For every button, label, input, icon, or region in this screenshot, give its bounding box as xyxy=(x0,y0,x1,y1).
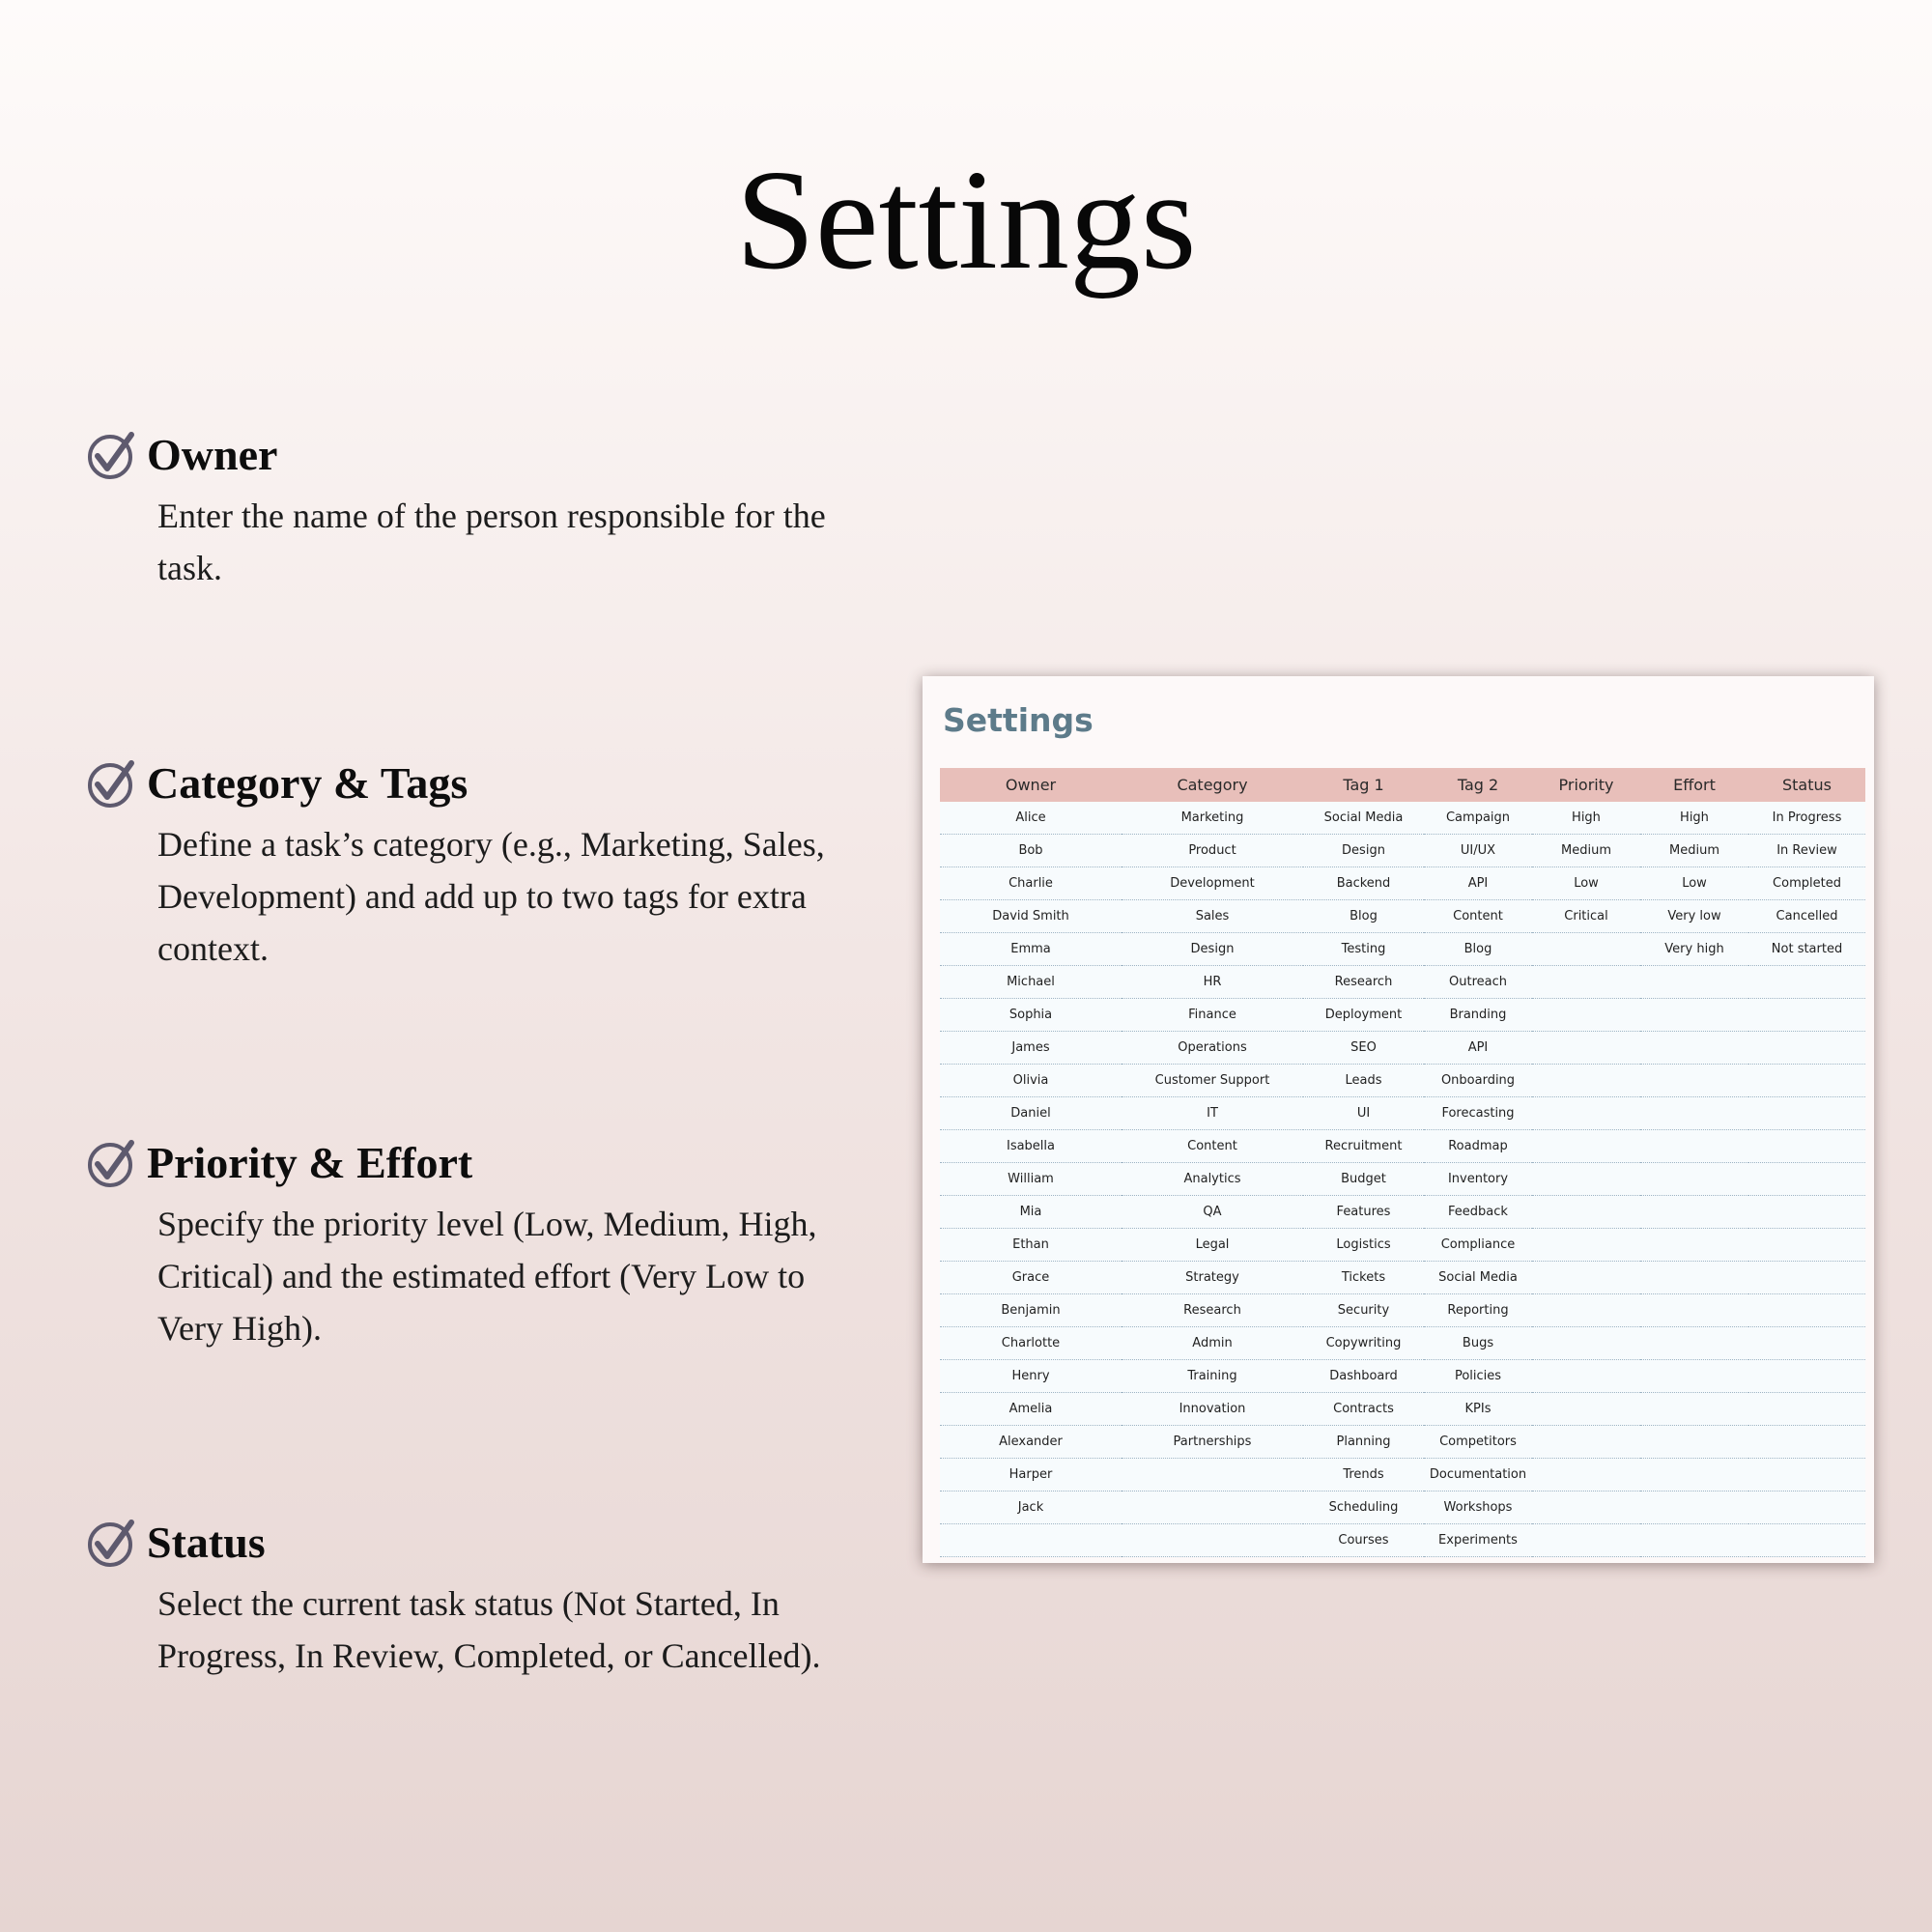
table-row xyxy=(940,1229,1865,1262)
table-cell: Legal xyxy=(1122,1229,1303,1262)
table-cell: In Progress xyxy=(1748,802,1865,835)
table-cell: Ethan xyxy=(940,1229,1122,1262)
table-cell xyxy=(1748,1524,1865,1557)
table-cell: Contracts xyxy=(1303,1393,1424,1426)
table-cell xyxy=(1640,1327,1748,1360)
table-cell: Jack xyxy=(940,1492,1122,1524)
table-cell: Courses xyxy=(1303,1524,1424,1557)
table-cell: Cancelled xyxy=(1748,900,1865,933)
table-cell: Product xyxy=(1122,835,1303,867)
table-row xyxy=(940,1524,1865,1557)
table-cell xyxy=(1532,1196,1640,1229)
column-header-status: Status xyxy=(1748,768,1865,802)
table-row xyxy=(940,1327,1865,1360)
table-cell: Olivia xyxy=(940,1065,1122,1097)
table-cell: Social Media xyxy=(1424,1262,1532,1294)
table-cell: Alexander xyxy=(940,1426,1122,1459)
table-cell xyxy=(1640,1065,1748,1097)
table-cell xyxy=(1748,1130,1865,1163)
table-cell: Policies xyxy=(1424,1360,1532,1393)
table-cell: Finance xyxy=(1122,999,1303,1032)
table-cell: William xyxy=(940,1163,1122,1196)
table-cell xyxy=(1532,1065,1640,1097)
section-category-tags-description: Define a task’s category (e.g., Marketing, Sales, Development) and add up to two tags for extra context. xyxy=(157,825,825,968)
section-priority-effort-header xyxy=(87,1134,860,1192)
table-cell xyxy=(1748,1294,1865,1327)
table-cell: Experiments xyxy=(1424,1524,1532,1557)
table-cell xyxy=(1640,1393,1748,1426)
table-cell: Innovation xyxy=(1122,1393,1303,1426)
section-status xyxy=(87,1514,860,1682)
table-cell: Sales xyxy=(1122,900,1303,933)
table-cell: Budget xyxy=(1303,1163,1424,1196)
table-cell xyxy=(1532,1360,1640,1393)
table-cell: UI/UX xyxy=(1424,835,1532,867)
table-cell xyxy=(1748,1032,1865,1065)
table-cell: Competitors xyxy=(1424,1426,1532,1459)
table-header-row xyxy=(940,768,1865,802)
section-owner-header xyxy=(87,426,860,484)
table-cell xyxy=(1748,1262,1865,1294)
table-cell: Reporting xyxy=(1424,1294,1532,1327)
table-cell xyxy=(1532,933,1640,966)
table-cell: Research xyxy=(1303,966,1424,999)
table-cell: Analytics xyxy=(1122,1163,1303,1196)
column-header-effort: Effort xyxy=(1640,768,1748,802)
table-cell: Outreach xyxy=(1424,966,1532,999)
table-cell: Campaign xyxy=(1424,802,1532,835)
table-cell xyxy=(1532,1163,1640,1196)
table-cell xyxy=(1532,1097,1640,1130)
table-cell xyxy=(1122,1459,1303,1492)
table-cell: Henry xyxy=(940,1360,1122,1393)
table-cell xyxy=(1640,1097,1748,1130)
table-cell: Customer Support xyxy=(1122,1065,1303,1097)
table-cell xyxy=(1532,1459,1640,1492)
table-cell: Emma xyxy=(940,933,1122,966)
table-row xyxy=(940,1097,1865,1130)
section-priority-effort-description: Specify the priority level (Low, Medium, High, Critical) and the estimated effort (Very Low to Very High). xyxy=(157,1205,817,1348)
table-cell: Grace xyxy=(940,1262,1122,1294)
column-header-priority: Priority xyxy=(1532,768,1640,802)
table-cell xyxy=(1640,1294,1748,1327)
table-row xyxy=(940,966,1865,999)
table-cell xyxy=(1748,1393,1865,1426)
table-cell: Security xyxy=(1303,1294,1424,1327)
table-cell xyxy=(1532,999,1640,1032)
table-cell: API xyxy=(1424,867,1532,900)
table-row xyxy=(940,1360,1865,1393)
table-cell xyxy=(1532,1492,1640,1524)
table-cell: Partnerships xyxy=(1122,1426,1303,1459)
table-cell: SEO xyxy=(1303,1032,1424,1065)
table-cell: API xyxy=(1424,1032,1532,1065)
table-cell xyxy=(1640,1163,1748,1196)
table-cell: Features xyxy=(1303,1196,1424,1229)
table-cell: Deployment xyxy=(1303,999,1424,1032)
table-cell: Copywriting xyxy=(1303,1327,1424,1360)
table-cell: Marketing xyxy=(1122,802,1303,835)
table-cell: High xyxy=(1640,802,1748,835)
table-cell: QA xyxy=(1122,1196,1303,1229)
table-cell: Compliance xyxy=(1424,1229,1532,1262)
table-row xyxy=(940,1032,1865,1065)
table-cell: Bugs xyxy=(1424,1327,1532,1360)
section-status-description: Select the current task status (Not Started, In Progress, In Review, Completed, or Cancelled). xyxy=(157,1584,821,1675)
table-cell xyxy=(1748,1360,1865,1393)
table-cell: Mia xyxy=(940,1196,1122,1229)
table-cell: Social Media xyxy=(1303,802,1424,835)
table-cell: Low xyxy=(1532,867,1640,900)
column-header-owner: Owner xyxy=(940,768,1122,802)
table-cell: Blog xyxy=(1303,900,1424,933)
column-header-tag-2: Tag 2 xyxy=(1424,768,1532,802)
table-cell xyxy=(1640,1130,1748,1163)
table-cell xyxy=(1532,966,1640,999)
table-cell xyxy=(1640,1360,1748,1393)
table-cell: Roadmap xyxy=(1424,1130,1532,1163)
table-cell: UI xyxy=(1303,1097,1424,1130)
table-cell: Leads xyxy=(1303,1065,1424,1097)
table-cell: In Review xyxy=(1748,835,1865,867)
table-row xyxy=(940,1492,1865,1524)
table-cell xyxy=(1748,1426,1865,1459)
table-row xyxy=(940,1163,1865,1196)
settings-sheet-preview xyxy=(923,676,1874,1563)
table-cell xyxy=(1748,999,1865,1032)
table-cell: Harper xyxy=(940,1459,1122,1492)
table-cell xyxy=(1532,1262,1640,1294)
sheet-title: Settings xyxy=(943,701,1094,739)
table-cell xyxy=(1532,1130,1640,1163)
table-cell xyxy=(1532,1229,1640,1262)
section-owner xyxy=(87,426,860,594)
table-cell xyxy=(1748,1196,1865,1229)
table-cell xyxy=(1748,1065,1865,1097)
table-cell: Testing xyxy=(1303,933,1424,966)
section-status-title: Status xyxy=(147,1518,266,1567)
table-cell xyxy=(1640,1524,1748,1557)
table-row xyxy=(940,1426,1865,1459)
checkmark-circle-icon xyxy=(87,758,137,809)
table-cell: Sophia xyxy=(940,999,1122,1032)
table-cell: Feedback xyxy=(1424,1196,1532,1229)
table-cell: Strategy xyxy=(1122,1262,1303,1294)
table-cell: Michael xyxy=(940,966,1122,999)
table-cell xyxy=(1640,1459,1748,1492)
table-cell xyxy=(1532,1327,1640,1360)
table-row xyxy=(940,1393,1865,1426)
table-cell xyxy=(1532,1032,1640,1065)
table-body xyxy=(940,802,1865,1557)
table-cell xyxy=(1748,1229,1865,1262)
section-priority-effort-title: Priority & Effort xyxy=(147,1138,473,1187)
table-cell: Daniel xyxy=(940,1097,1122,1130)
table-cell xyxy=(1640,1492,1748,1524)
section-category-tags xyxy=(87,754,860,975)
table-cell: Very high xyxy=(1640,933,1748,966)
table-cell: Very low xyxy=(1640,900,1748,933)
table-cell: Charlotte xyxy=(940,1327,1122,1360)
table-row xyxy=(940,835,1865,867)
table-cell: Isabella xyxy=(940,1130,1122,1163)
table-cell xyxy=(1532,1294,1640,1327)
table-cell: HR xyxy=(1122,966,1303,999)
table-row xyxy=(940,999,1865,1032)
table-cell: Inventory xyxy=(1424,1163,1532,1196)
table-cell: Tickets xyxy=(1303,1262,1424,1294)
table-cell: Backend xyxy=(1303,867,1424,900)
table-cell: Dashboard xyxy=(1303,1360,1424,1393)
table-cell: Logistics xyxy=(1303,1229,1424,1262)
section-priority-effort xyxy=(87,1134,860,1354)
table-row xyxy=(940,1196,1865,1229)
table-cell xyxy=(1532,1393,1640,1426)
table-cell: Design xyxy=(1122,933,1303,966)
table-cell: Amelia xyxy=(940,1393,1122,1426)
table-cell: KPIs xyxy=(1424,1393,1532,1426)
table-cell: Admin xyxy=(1122,1327,1303,1360)
table-cell xyxy=(1640,1426,1748,1459)
table-cell xyxy=(1532,1426,1640,1459)
table-cell: James xyxy=(940,1032,1122,1065)
table-cell xyxy=(1640,1196,1748,1229)
table-cell: Onboarding xyxy=(1424,1065,1532,1097)
table-cell: Completed xyxy=(1748,867,1865,900)
table-cell: Not started xyxy=(1748,933,1865,966)
table-cell xyxy=(1640,1229,1748,1262)
table-cell xyxy=(1748,1327,1865,1360)
table-cell: Content xyxy=(1424,900,1532,933)
table-row xyxy=(940,802,1865,835)
table-cell: David Smith xyxy=(940,900,1122,933)
table-cell xyxy=(1748,1163,1865,1196)
section-owner-title: Owner xyxy=(147,430,278,479)
table-cell: Development xyxy=(1122,867,1303,900)
table-cell: Medium xyxy=(1532,835,1640,867)
table-cell xyxy=(1640,966,1748,999)
table-cell: Research xyxy=(1122,1294,1303,1327)
table-cell xyxy=(1640,1032,1748,1065)
table-cell: Critical xyxy=(1532,900,1640,933)
checkmark-circle-icon xyxy=(87,430,137,480)
table-cell: Blog xyxy=(1424,933,1532,966)
table-cell: Planning xyxy=(1303,1426,1424,1459)
table-cell: IT xyxy=(1122,1097,1303,1130)
column-header-category: Category xyxy=(1122,768,1303,802)
checkmark-circle-icon xyxy=(87,1518,137,1568)
table-cell: Operations xyxy=(1122,1032,1303,1065)
table-cell: Charlie xyxy=(940,867,1122,900)
table-row xyxy=(940,1130,1865,1163)
table-cell: Workshops xyxy=(1424,1492,1532,1524)
table-cell xyxy=(1748,1097,1865,1130)
section-category-tags-header xyxy=(87,754,860,812)
table-cell: Scheduling xyxy=(1303,1492,1424,1524)
table-cell: Bob xyxy=(940,835,1122,867)
checkmark-circle-icon xyxy=(87,1138,137,1188)
section-category-tags-title: Category & Tags xyxy=(147,758,469,808)
table-cell: Training xyxy=(1122,1360,1303,1393)
settings-table xyxy=(940,768,1865,1557)
page-title: Settings xyxy=(735,141,1197,299)
table-cell: Branding xyxy=(1424,999,1532,1032)
table-cell xyxy=(1122,1492,1303,1524)
table-row xyxy=(940,867,1865,900)
table-cell xyxy=(1748,966,1865,999)
table-cell: Recruitment xyxy=(1303,1130,1424,1163)
table-row xyxy=(940,1065,1865,1097)
table-cell xyxy=(940,1524,1122,1557)
table-row xyxy=(940,933,1865,966)
table-row xyxy=(940,1262,1865,1294)
table-cell: Trends xyxy=(1303,1459,1424,1492)
table-cell: Content xyxy=(1122,1130,1303,1163)
table-cell xyxy=(1748,1492,1865,1524)
table-row xyxy=(940,1294,1865,1327)
table-cell: Alice xyxy=(940,802,1122,835)
table-cell: High xyxy=(1532,802,1640,835)
table-cell xyxy=(1748,1459,1865,1492)
table-cell: Documentation xyxy=(1424,1459,1532,1492)
table-cell xyxy=(1640,1262,1748,1294)
table-row xyxy=(940,1459,1865,1492)
table-cell xyxy=(1532,1524,1640,1557)
table-cell: Design xyxy=(1303,835,1424,867)
table-cell: Low xyxy=(1640,867,1748,900)
section-status-header xyxy=(87,1514,860,1572)
table-cell: Forecasting xyxy=(1424,1097,1532,1130)
table-cell xyxy=(1640,999,1748,1032)
section-owner-description: Enter the name of the person responsible for the task. xyxy=(157,497,826,587)
table-cell xyxy=(1122,1524,1303,1557)
table-cell: Benjamin xyxy=(940,1294,1122,1327)
table-cell: Medium xyxy=(1640,835,1748,867)
column-header-tag-1: Tag 1 xyxy=(1303,768,1424,802)
table-row xyxy=(940,900,1865,933)
